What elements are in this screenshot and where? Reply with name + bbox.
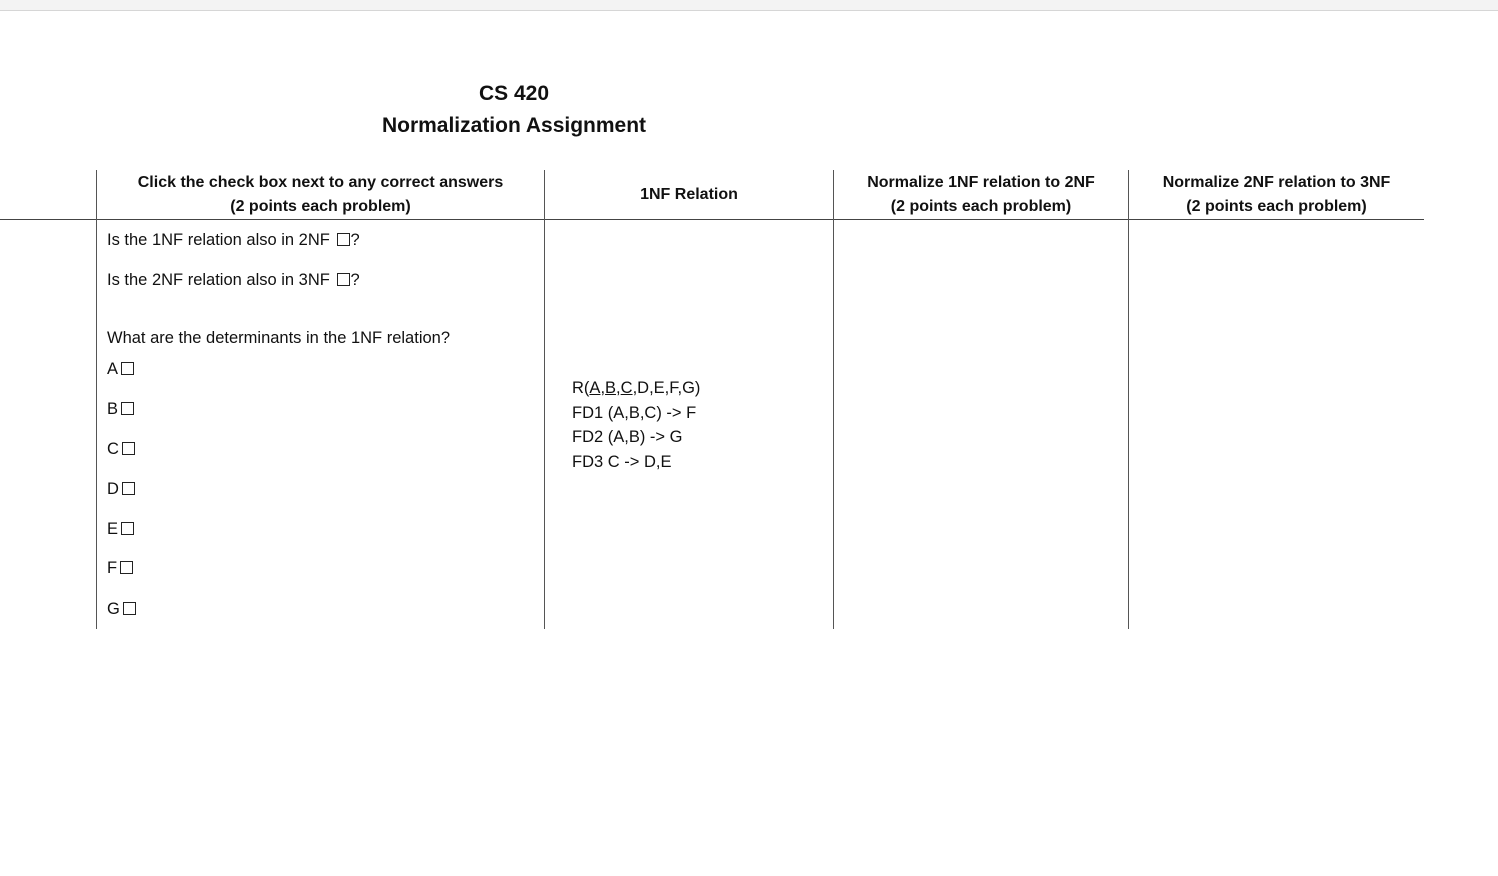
option-b: [107, 398, 134, 420]
table-left-rule: [0, 219, 97, 220]
header-1nf-relation: [545, 171, 833, 219]
option-a-label: A: [107, 360, 119, 378]
option-f: [107, 557, 133, 579]
table-border-3: [833, 170, 834, 629]
checkbox-2nf[interactable]: [337, 233, 350, 246]
option-e: [107, 518, 134, 540]
assignment-title: Normalization Assignment: [381, 114, 647, 137]
table-header-divider: [97, 219, 1424, 220]
option-g: [107, 598, 136, 620]
checkbox-option-e[interactable]: [121, 522, 134, 535]
question-determinants: What are the determinants in the 1NF relation?: [107, 329, 451, 347]
header-answers-line2: (2 points each problem): [230, 198, 411, 215]
option-d-label: D: [107, 480, 119, 498]
option-c-label: C: [107, 440, 119, 458]
relation-rest: ,D,E,F,G): [632, 379, 701, 397]
option-b-label: B: [107, 400, 119, 418]
relation-schema: [572, 376, 700, 401]
question-3nf-suffix: ?: [350, 271, 360, 289]
functional-dependency-1: FD1 (A,B,C) -> F: [572, 403, 697, 422]
question-3nf-text: Is the 2NF relation also in 3NF: [107, 271, 335, 289]
question-2nf-suffix: ?: [350, 231, 360, 249]
checkbox-option-b[interactable]: [121, 402, 134, 415]
header-answers-line1: Click the check box next to any correct answers: [137, 174, 504, 191]
table-border-2: [544, 170, 545, 629]
question-2nf: [107, 229, 360, 251]
relation-definition: [572, 376, 700, 474]
checkbox-option-f[interactable]: [120, 561, 133, 574]
header-normalize-3nf: [1129, 171, 1424, 219]
header-1nf-relation-label: 1NF Relation: [640, 186, 738, 203]
header-normalize-2nf-line2: (2 points each problem): [890, 198, 1072, 215]
option-d: [107, 478, 135, 500]
header-answers: [97, 171, 544, 219]
relation-sep-1: ,: [600, 379, 606, 397]
checkbox-option-a[interactable]: [121, 362, 134, 375]
functional-dependency-2: FD2 (A,B) -> G: [572, 428, 683, 446]
course-title: CS 420: [478, 82, 550, 105]
checkbox-option-c[interactable]: [122, 442, 135, 455]
header-normalize-3nf-line2: (2 points each problem): [1186, 198, 1367, 215]
relation-key-a: A: [589, 379, 601, 397]
relation-key-c: C: [620, 379, 633, 397]
option-a: [107, 358, 134, 380]
functional-dependency-3: FD3 C -> D,E: [572, 452, 672, 471]
document-title-block: [300, 78, 728, 142]
option-e-label: E: [107, 520, 119, 538]
question-3nf: [107, 269, 360, 291]
relation-prefix: R(: [572, 379, 590, 397]
header-normalize-3nf-line1: Normalize 2NF relation to 3NF: [1162, 174, 1391, 191]
viewer-top-bar: [0, 0, 1498, 11]
relation-key-b: B: [605, 379, 617, 397]
option-g-label: G: [107, 600, 120, 618]
header-normalize-2nf-line1: Normalize 1NF relation to 2NF: [867, 174, 1095, 191]
checkbox-option-d[interactable]: [122, 482, 135, 495]
table-border-4: [1128, 170, 1129, 629]
option-f-label: F: [107, 559, 118, 577]
relation-sep-2: ,: [616, 379, 621, 397]
header-normalize-2nf: [834, 171, 1128, 219]
checkbox-option-g[interactable]: [123, 602, 136, 615]
question-2nf-text: Is the 1NF relation also in 2NF: [107, 231, 335, 249]
checkbox-3nf[interactable]: [337, 273, 350, 286]
option-c: [107, 438, 135, 460]
table-border-1: [96, 170, 97, 629]
